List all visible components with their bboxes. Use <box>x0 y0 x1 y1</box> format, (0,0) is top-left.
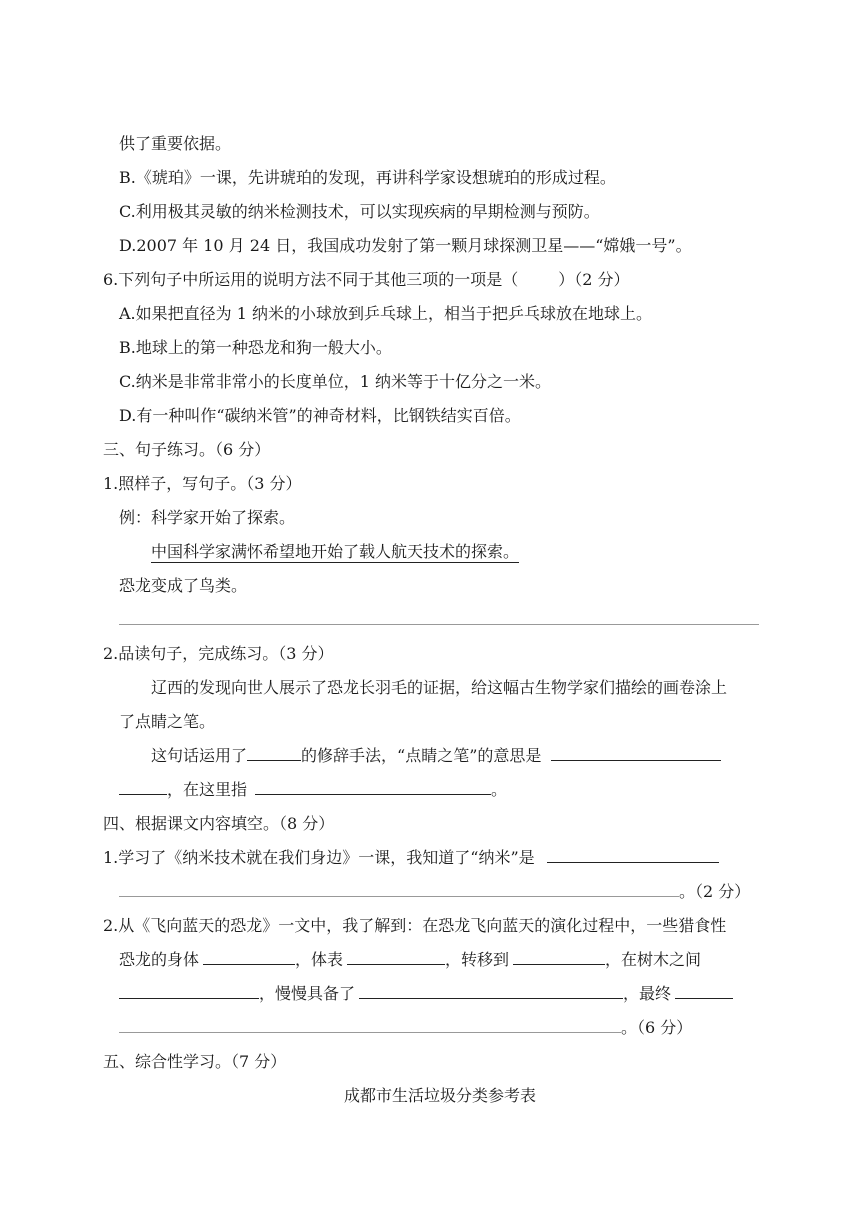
s3-example-answer <box>151 541 519 563</box>
s4-q2-acquired-text: ，慢慢具备了 <box>259 984 356 1003</box>
s4-q2-line1: 2.从《飞向蓝天的恐龙》一文中，我了解到：在恐龙飞向蓝天的演化过程中，一些猎食性 <box>103 916 727 935</box>
s4-q1-line1 <box>103 847 719 869</box>
s3-fill-line1 <box>151 745 721 767</box>
q5-option-c: C.利用极其灵敏的纳米检测技术，可以实现疾病的早期检测与预防。 <box>119 202 600 221</box>
skin-change-blank[interactable] <box>347 949 445 965</box>
section-5-heading: 五、综合性学习。（7 分） <box>103 1052 287 1071</box>
s4-q2-skin-text: ，体表 <box>295 950 344 969</box>
s4-q2-trees-text: ，在树木之间 <box>605 950 702 969</box>
nanometer-blank-cont[interactable] <box>119 881 679 897</box>
final-result-blank[interactable] <box>675 983 733 999</box>
rhetoric-blank[interactable] <box>247 745 301 761</box>
nanometer-blank[interactable] <box>547 847 719 863</box>
refers-to-blank[interactable] <box>255 779 491 795</box>
s4-q2-line3 <box>119 983 733 1005</box>
ability-blank[interactable] <box>359 983 623 999</box>
s3-fill1-pre: 这句话运用了 <box>151 746 248 765</box>
q6-stem-text: 6.下列句子中所运用的说明方法不同于其他三项的一项是（ <box>103 270 519 289</box>
q5-option-b: B.《琥珀》一课，先讲琥珀的发现，再讲科学家设想琥珀的形成过程。 <box>119 168 616 187</box>
among-trees-blank[interactable] <box>119 983 259 999</box>
q6-score: ）（2 分） <box>558 270 630 289</box>
s4-q2-finally-text: ，最终 <box>623 984 672 1003</box>
s3-q2-stem: 2.品读句子，完成练习。（3 分） <box>103 644 334 663</box>
s3-fill2-mid: ，在这里指 <box>167 780 248 799</box>
q6-option-a: A.如果把直径为 1 纳米的小球放到乒乓球上，相当于把乒乓球放在地球上。 <box>119 304 652 323</box>
s4-q2-line2 <box>119 949 701 971</box>
q6-stem <box>103 269 630 291</box>
s3-passage-line1: 辽西的发现向世人展示了恐龙长羽毛的证据，给这幅古生物学家们描绘的画卷涂上 <box>151 678 728 697</box>
s3-q1-answer-line[interactable] <box>119 624 759 625</box>
q5-continuation: 供了重要依据。 <box>119 134 232 153</box>
table-title: 成都市生活垃圾分类参考表 <box>343 1086 536 1105</box>
section-4-heading: 四、根据课文内容填空。（8 分） <box>103 814 335 833</box>
q5-option-d: D.2007 年 10 月 24 日，我国成功发射了第一颗月球探测卫星——“嫦娥一号”。 <box>119 236 692 255</box>
s4-q1-text: 1.学习了《纳米技术就在我们身边》一课，我知道了“纳米”是 <box>103 848 535 867</box>
meaning-blank-cont[interactable] <box>119 779 167 795</box>
q6-option-c: C.纳米是非常非常小的长度单位，1 纳米等于十亿分之一米。 <box>119 372 552 391</box>
s4-q2-moved-text: ，转移到 <box>445 950 510 969</box>
habitat-blank[interactable] <box>513 949 605 965</box>
s3-fill1-mid: 的修辞手法，“点睛之笔”的意思是 <box>301 746 542 765</box>
s4-q2-end: 。（6 分） <box>621 1018 693 1037</box>
body-change-blank[interactable] <box>203 949 295 965</box>
s3-prompt: 恐龙变成了鸟类。 <box>119 576 248 595</box>
final-result-blank-cont[interactable] <box>119 1017 621 1033</box>
s4-q2-line4 <box>119 1017 692 1039</box>
s3-example-label: 例：科学家开始了探索。 <box>119 508 296 527</box>
s4-q1-line2 <box>119 881 750 903</box>
q6-option-b: B.地球上的第一种恐龙和狗一般大小。 <box>119 338 392 357</box>
section-3-heading: 三、句子练习。（6 分） <box>103 440 271 459</box>
q6-option-d: D.有一种叫作“碳纳米管”的神奇材料，比钢铁结实百倍。 <box>119 406 521 425</box>
s3-fill-line2 <box>119 779 507 801</box>
s4-q1-end: 。（2 分） <box>679 882 751 901</box>
s3-fill2-end: 。 <box>491 780 508 799</box>
meaning-blank[interactable] <box>551 745 721 761</box>
s3-passage-line2: 了点睛之笔。 <box>119 712 216 731</box>
s3-q1-stem: 1.照样子，写句子。（3 分） <box>103 474 302 493</box>
s3-example-answer-text: 中国科学家满怀希望地开始了载人航天技术的探索。 <box>151 542 520 561</box>
s4-q2-body-text: 恐龙的身体 <box>119 950 200 969</box>
